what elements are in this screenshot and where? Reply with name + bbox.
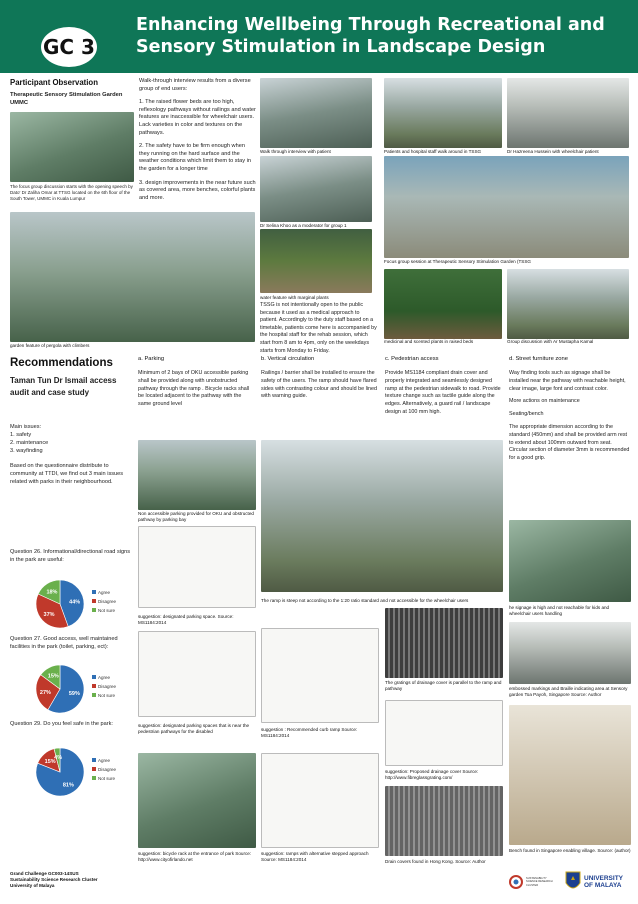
footer-line-1: Grand Challenge GC003-14SUS: [10, 871, 79, 876]
sustainability-logo-text: SUSTAINABILITY SCIENCE RESEARCH CLUSTER: [526, 876, 553, 887]
patients-photo: [384, 78, 502, 148]
legend-swatch: [92, 608, 96, 612]
furniture-caption-2: embossed markings and Braille indicating area at Sensory garden Toa Payoh, Singapore Source: Author: [509, 686, 628, 697]
circulation-heading: b. Vertical circulation: [261, 356, 315, 362]
pie-label: 15%: [47, 673, 59, 680]
braille-photo: [509, 622, 631, 684]
furniture-text-4: The appropriate dimension according to the standard (450mm) and shall be provided arm rest to extend about 100mm outward from seat. Circular section of diameter 3mm is recommended for a good grip.: [509, 423, 630, 462]
pie-label: 18%: [46, 589, 58, 596]
legend-swatch: [92, 684, 96, 688]
pergola-caption: garden feature of pergola with climbers: [10, 343, 90, 348]
bicycle-rack-photo: [138, 753, 256, 848]
furniture-text-2: More actions on maintenance: [509, 398, 580, 405]
parking-layout-drawing: [138, 631, 256, 717]
opening-speech-photo: [10, 112, 134, 182]
parking-caption-1: Non accessible parking provided for OKU and obstructed pathway by parking bay: [138, 511, 254, 522]
legend-label: Not sure: [98, 776, 116, 781]
walkthrough-caption: Walk through interview with patient: [260, 149, 331, 154]
signage-photo: [509, 520, 631, 602]
um-crest-icon: [565, 871, 581, 893]
gc-badge: GC 3: [41, 27, 97, 67]
legend-label: Agree: [98, 675, 111, 680]
legend-swatch: [92, 675, 96, 679]
footer-line-2: Sustainability Science Research Cluster: [10, 877, 98, 882]
pergola-photo: [10, 212, 255, 342]
patients-caption: Patients and hospital staff walk around in TSSG: [384, 149, 482, 154]
sustainability-logo-icon: [509, 875, 523, 889]
parking-space-drawing: [138, 526, 256, 608]
steep-ramp-photo: [261, 440, 503, 592]
circulation-caption-2: suggestion : Recommended curb ramp Source: MS1184:2014: [261, 727, 358, 738]
q27-label: Question 27. Good access, well maintained facilities in the park (toilet, parking, ect):: [10, 636, 118, 650]
parking-caption-2: suggestion: designated parking space. Source: MS1184:2014: [138, 614, 234, 625]
observation-subheading: Therapeutic Sensory Stimulation Garden UMMC: [10, 92, 123, 106]
raised-beds-photo: [384, 269, 502, 339]
recommendations-heading: Recommendations: [10, 357, 113, 369]
pie-label: 81%: [62, 782, 74, 789]
pedestrian-caption-1: The gratings of drainage cover is parallel to the ramp and pathway: [385, 680, 502, 691]
q26-label: Question 26. Informational/directional road signs in the park are useful:: [10, 549, 131, 563]
pedestrian-caption-2: suggestion: Proposed drainage cover Source: http://www.fibreglassgrating.com/: [385, 769, 479, 780]
furniture-caption-3: Bench found in Singapore enabling village. Source: (author): [509, 848, 631, 853]
pedestrian-text: Provide MS1184 compliant drain cover and properly integrated and seamlessly designed ramp at the pedestrian sidewalk to road. Provide texture change such as tactile guide along the edges. Alternatively, a guard rail / landscape design at 100 mm high.: [385, 370, 501, 415]
legend-swatch: [92, 599, 96, 603]
pie-label: 44%: [69, 599, 81, 606]
group-discussion-photo: [507, 269, 629, 339]
bench-photo: [509, 705, 631, 845]
issues-intro: Based on the questionnaire distribute to community at TTDI, we find out 3 main issues related with parks in their neighbourhood.: [10, 463, 124, 485]
walkthrough-point-3: 3. design improvements in the near future such as covered area, more benches, colorful plants and more.: [139, 179, 256, 201]
furniture-caption-1: he signage is high and not reachable for kids and wheelchair users handling: [509, 605, 610, 616]
pie-label: 27%: [39, 689, 51, 696]
pedestrian-heading: c. Pedestrian access: [385, 356, 439, 362]
pedestrian-caption-3: Drain covers found in Hong Kong. Source: Author: [385, 859, 486, 864]
circulation-caption-3: suggestion: ramps with alternative stepped approach Source: MS1184:2014: [261, 851, 369, 862]
legend-swatch: [92, 776, 96, 780]
legend-swatch: [92, 758, 96, 762]
q27-pie-chart: [30, 655, 120, 720]
legend-label: Disagree: [98, 599, 117, 604]
legend-label: Not sure: [98, 608, 116, 613]
group-discussion-caption: Group discussion with Ar Mustapha Kamal: [507, 339, 594, 344]
legend-label: Agree: [98, 590, 111, 595]
pie-label: 4%: [54, 755, 63, 762]
legend-label: Agree: [98, 758, 111, 763]
q29-pie-chart: [30, 738, 120, 803]
issue-1: 1. safety: [10, 432, 32, 438]
footer-credits: [10, 871, 150, 889]
legend-swatch: [92, 767, 96, 771]
legend-swatch: [92, 590, 96, 594]
furniture-heading: d. Street furniture zone: [509, 356, 568, 362]
legend-label: Disagree: [98, 767, 117, 772]
walkthrough-photo: [260, 78, 372, 148]
title-line-2: Sensory Stimulation in Landscape Design: [136, 37, 546, 57]
curb-ramp-drawing: [261, 628, 379, 723]
water-feature-caption: water feature with marginal plants: [260, 295, 329, 300]
walkthrough-intro: Walk-through interview results from a diverse group of end users:: [139, 78, 251, 92]
furniture-text-3: Seating/bench: [509, 411, 544, 418]
parking-photo: [138, 440, 256, 510]
walkthrough-point-2: 2. The safety have to be firm enough when they running on the hard surface and the weather conditions which limit them to stay in the garden for a longer time: [139, 143, 251, 172]
um-logo: [565, 866, 635, 898]
q26-pie-chart: [30, 570, 120, 635]
poster-title: [136, 14, 636, 58]
main-issues: [10, 423, 130, 486]
drain-cover-drawing: [385, 700, 503, 766]
water-feature-photo: [260, 229, 372, 293]
circulation-text: Railings / barrier shall be installed to ensure the safety of the users. The ramp should have flared sides with contrasting colour and should be lined with warning guide.: [261, 370, 377, 400]
parking-text: Minimum of 2 bays of OKU accessible parking shall be provided along with unobstructed pathway through the ramp . Bicycle racks shall be located adjacent to the pathway with the same ground level: [138, 370, 250, 408]
raised-beds-caption: medicinal and scented plants in raised beds: [384, 339, 474, 344]
sustainability-logo: [509, 868, 559, 896]
legend-swatch: [92, 693, 96, 697]
drain-grating-photo: [385, 608, 503, 678]
legend-label: Disagree: [98, 684, 117, 689]
issues-label: Main issues:: [10, 424, 42, 430]
focus-group-caption: Focus group session at Therapeutic Sensory Stimulation Garden (TSSG: [384, 259, 531, 264]
circulation-caption-1: The ramp is steep not according to the 1:20 ratio standard and not accessible for the wheelchair users: [261, 598, 469, 603]
um-logo-text: UNIVERSITY OF MALAYA: [584, 875, 623, 889]
selina-caption: Dr Selina Khoo as a moderator for group 1: [260, 223, 347, 228]
water-feature-text: TSSG is not intentionally open to the public because it used as a medical approach to patient. Accordingly to the duty staff based on a timetable, patients come here is accompanied by the hospital staff for the rehab session, which start from 8 am to 4pm, only on the weekdays starts from Monday to Friday.: [260, 302, 377, 354]
parking-caption-3: suggestion: designated parking spaces that is near the pedestrian pathways for the disabled: [138, 723, 250, 734]
footer-line-3: University of Malaya: [10, 883, 55, 888]
parking-heading: a. Parking: [138, 356, 165, 362]
pie-label: 37%: [43, 612, 55, 619]
issue-2: 2. maintenance: [10, 440, 49, 446]
parking-caption-4: suggestion: bicycle rack at the entrance of park Source: http://www.cityofirlando.net: [138, 851, 252, 862]
hazreena-photo: [507, 78, 629, 148]
stepped-ramp-drawing: [261, 753, 379, 848]
focus-group-photo: [384, 156, 629, 258]
walkthrough-point-1: 1. The raised flower beds are too high, reflexology pathways without railings and water features are inaccessible for wheelchair users. Lack varieties in color and textures on the pathways.: [139, 99, 256, 136]
pie-label: 59%: [68, 690, 80, 697]
pie-label: 15%: [44, 758, 56, 765]
recommendations-subheading: Taman Tun Dr Ismail access audit and case study: [10, 376, 117, 397]
title-line-1: Enhancing Wellbeing Through Recreational and: [136, 15, 605, 35]
opening-speech-caption: The focus group discussion starts with the opening speech by Dato' Dr Zaliha Omar at TTSG located on the 6th floor of the South Tower, UMMC in Kuala Lumpur: [10, 184, 133, 202]
observation-heading: Participant Observation: [10, 78, 98, 87]
legend-label: Not sure: [98, 693, 116, 698]
walkthrough-text: [139, 78, 257, 202]
q29-label: Question 29. Do you feel safe in the park:: [10, 721, 113, 727]
issue-3: 3. wayfinding: [10, 448, 43, 454]
hong-kong-drain-photo: [385, 786, 503, 856]
hazreena-caption: Dr Hazreena Hussein with wheelchair patient: [507, 149, 599, 154]
selina-photo: [260, 156, 372, 222]
furniture-text-1: Way finding tools such as signage shall be installed near the pathway with reachable height, clear image, large font and contrast color.: [509, 370, 626, 392]
furniture-text: [509, 370, 631, 463]
